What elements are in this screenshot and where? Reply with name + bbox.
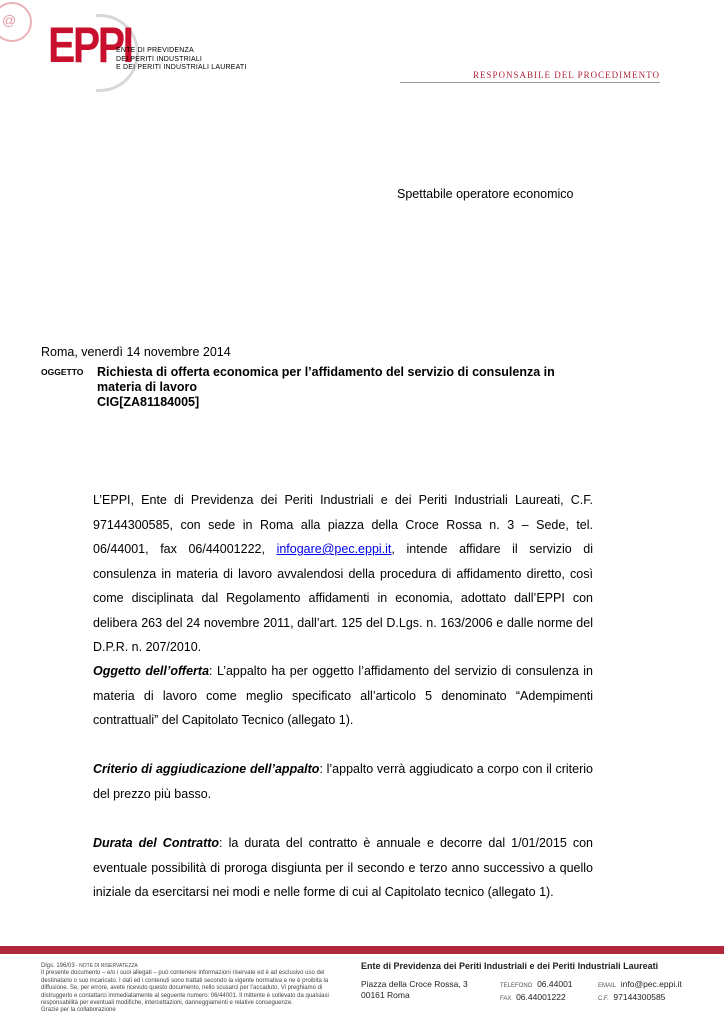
email-label: EMAIL [598,983,617,989]
privacy-thanks: Grazie per la collaborazione [41,1007,116,1014]
intro-text-cont: , intende affidare il servizio di consulenza in materia di lavoro avvalendosi della procedura di affidamento diretto, così come disciplinata dal Regolamento affidamenti in economia, adottato dall’EPPI con delibera 263 del 24 novembre 2011, dall’art. 125 del D.Lgs. n. 163/2006 e dalle norme del D.P.R. n. 207/2010. [93,542,594,654]
privacy-ref: Dlgs. 196/03 [41,963,75,969]
header-divider [400,82,660,83]
cf-label: C.F. [598,996,609,1002]
footer-bar [0,946,724,954]
logo-subtitle-line: ENTE DI PREVIDENZA [116,47,194,54]
logo-subtitle-line: E DEI PERITI INDUSTRIALI LAUREATI [116,64,247,71]
intro-paragraph [93,488,593,660]
fax-label: FAX [500,996,512,1002]
recipient: Spettabile operatore economico [397,187,574,201]
durata-paragraph [93,831,593,905]
cf-value: 97144300585 [613,992,666,1002]
section-text: : la durata del contratto è annuale e decorre dal 1/01/2015 con eventuale possibilità di proroga disgiunta per il secondo e terzo anno successivo a quello iniziale da esercitarsi nei modi e nelle forme di cui al Capitolato tecnico (allegato 1). [93,836,594,899]
section-title: Criterio di aggiudicazione dell’appalto [93,762,320,776]
oggetto-cig: CIG[ZA81184005] [97,395,200,409]
footer-contact [598,979,682,1005]
privacy-note [41,963,351,1015]
logo-wordmark: EPPI [48,17,132,73]
at-sign-icon: @ [2,12,17,28]
oggetto-line: Richiesta di offerta economica per l’affidamento del servizio di consulenza in materia di lavoro [97,365,555,394]
privacy-text: Il presente documento – e/o i suoi allegati – può contenere informazioni riservate ed è ad esclusivo uso del destinatario o suo incaricato. I dati ed i contenuti sono trattati secondo la vigente normativa e ne è proibita la diffusione. Se, per errore, avete ricevuto questo documento, nello scusarci per l’accaduto, Vi preghiamo di distruggerlo e contattarci immediatamente al seguente numero: 06/44001. Il mittente è sollevato da qualsiasi responsabilità per eventuali modifiche, intercettazioni, danneggiamenti e relative conseguenze. [41,970,329,1007]
address-line: 00161 Roma [361,990,410,1000]
logo-subtitle-line: DEI PERITI INDUSTRIALI [116,55,203,63]
intro-text: L’EPPI, Ente di Previdenza dei Periti Industriali e dei Periti Industriali Laureati, C.F. 97144300585, con sede in Roma alla piazza della Croce Rossa n. 3 – Sede, tel. 06/44001, fax 06/44001222, [93,493,593,556]
oggetto-offerta-paragraph [93,659,593,733]
address-line: Piazza della Croce Rossa, 3 [361,979,468,989]
tel-value: 06.44001 [537,979,573,989]
section-title: Durata del Contratto [93,836,220,850]
fax-value: 06.44001222 [516,992,566,1002]
criterio-paragraph [93,757,593,806]
footer-phone [500,979,573,1005]
privacy-caption: - NOTE DI RISERVATEZZA [74,963,138,969]
section-title: Oggetto dell’offerta [93,664,210,678]
email-link[interactable]: infogare@pec.eppi.it [276,542,392,556]
tel-label: TELEFONO [500,983,533,989]
oggetto-text [97,365,597,410]
oggetto-label: OGGETTO [41,367,84,377]
footer-address [361,979,468,1001]
footer-entity: Ente di Previdenza dei Periti Industriali e dei Periti Industriali Laureati [361,961,659,971]
email-value: info@pec.eppi.it [620,979,682,989]
section-text: : L’appalto ha per oggetto l’affidamento del servizio di consulenza in materia di lavoro come meglio specificato all’articolo 5 denominato “Adempimenti contrattuali” del Capitolato Tecnico (allegato 1). [93,664,593,727]
section-text: : l’appalto verrà aggiudicato a corpo con il criterio del prezzo più basso. [93,762,593,801]
logo-subtitle [116,47,247,73]
responsabile-heading: RESPONSABILE DEL PROCEDIMENTO [472,70,660,80]
letter-date: Roma, venerdì 14 novembre 2014 [41,345,231,359]
